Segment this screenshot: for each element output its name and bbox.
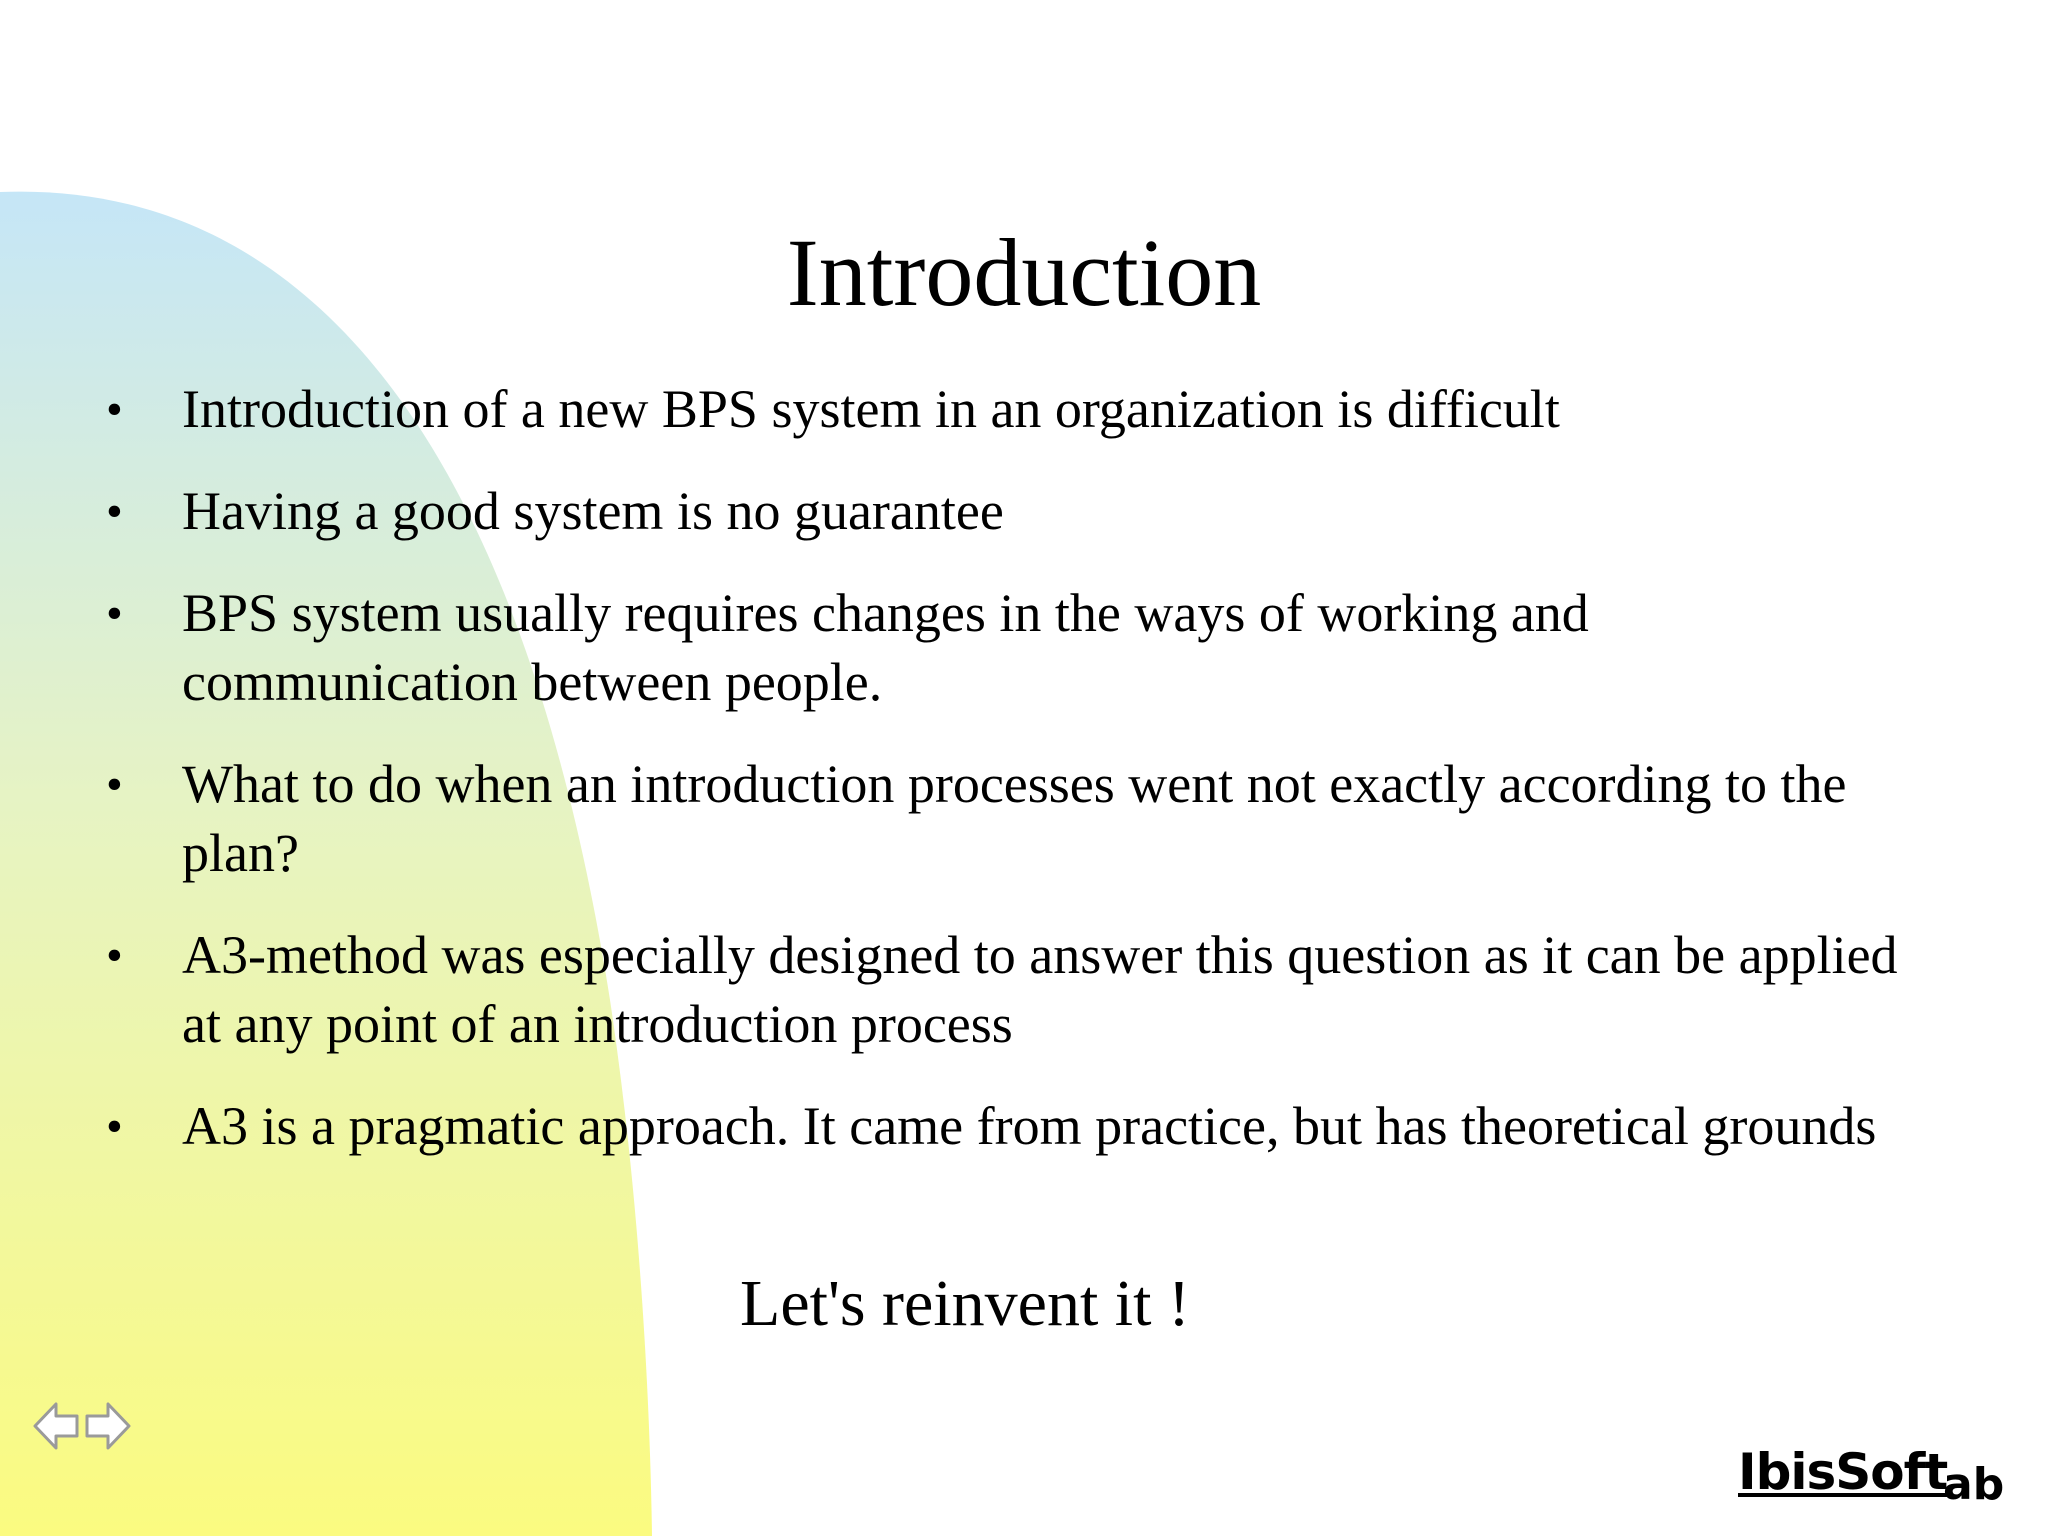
bullet-text: What to do when an introduction processes went not exactly according to the plan? <box>182 754 1847 883</box>
bullet-icon: • <box>106 383 123 436</box>
bullet-icon: • <box>106 587 123 640</box>
bullet-icon: • <box>106 1100 123 1153</box>
bullet-item <box>106 750 1906 888</box>
bullet-item <box>106 579 1906 717</box>
bullet-text: A3 is a pragmatic approach. It came from practice, but has theoretical grounds <box>182 1096 1877 1156</box>
company-logo <box>1738 1443 2008 1510</box>
arrow-right-outline-icon[interactable] <box>84 1396 132 1456</box>
bullet-icon: • <box>106 929 123 982</box>
bullet-text: Having a good system is no guarantee <box>182 481 1004 541</box>
bullet-icon: • <box>106 758 123 811</box>
bullet-text: A3-method was especially designed to answer this question as it can be applied at any point of an introduction process <box>182 925 1898 1054</box>
bullet-text: BPS system usually requires changes in the ways of working and communication between people. <box>182 583 1589 712</box>
bullet-item <box>106 1092 1906 1161</box>
bullet-text: Introduction of a new BPS system in an organization is difficult <box>182 379 1560 439</box>
bullet-icon: • <box>106 485 123 538</box>
arrow-left-outline-icon[interactable] <box>32 1396 80 1456</box>
logo-sub-text: ab <box>1943 1459 2005 1510</box>
bullet-item <box>106 375 1906 444</box>
bullet-item <box>106 921 1906 1059</box>
closing-line: Let's reinvent it ! <box>740 1267 1190 1340</box>
bullet-list <box>106 375 1906 1194</box>
slide-title: Introduction <box>786 219 1262 326</box>
bullet-item <box>106 477 1906 546</box>
logo-main-text: IbisSoft <box>1738 1443 1948 1501</box>
slide-navigation <box>32 1396 132 1456</box>
